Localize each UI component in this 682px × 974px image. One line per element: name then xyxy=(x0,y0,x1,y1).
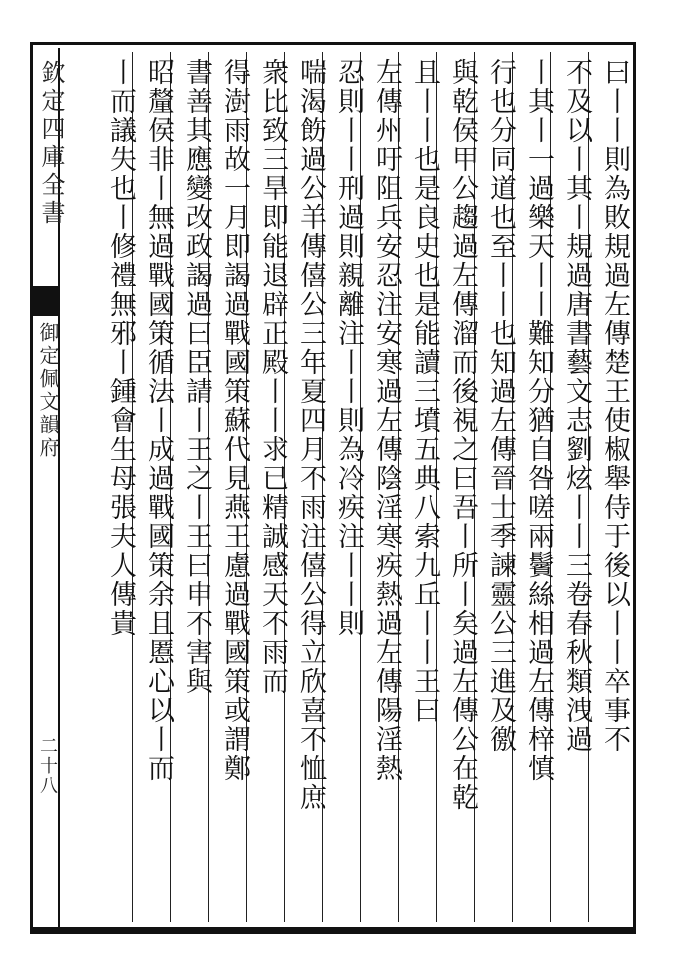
text-column-8: 忍則丨丨刑過則親離注丨丨則為冷疾注丨丨則 xyxy=(333,58,364,638)
text-column-5: 與乾侯甲公趨過左傳溜而後視之曰吾丨所丨矣過左傳公在乾 xyxy=(447,58,478,812)
section-title: 御定佩文韻府 xyxy=(36,322,60,460)
text-column-12: 書善其應變改政謁過曰臣請丨王之丨王曰申不害與 xyxy=(181,58,212,696)
fish-tail-mark xyxy=(30,286,60,316)
text-column-6: 且丨丨也是良史也是能讀三墳五典八索九丘丨丨王曰 xyxy=(409,58,440,725)
text-column-2: 不及以丨其丨規過唐書藝文志劉炫丨丨三卷春秋類洩過 xyxy=(561,58,592,754)
text-column-1: 曰丨丨則為敗規過左傳楚王使椒舉侍于後以丨丨卒事不 xyxy=(599,58,630,754)
text-column-13: 昭釐侯非丨無過戰國策循法丨成過戰國策余且慝心以丨而 xyxy=(143,58,174,783)
text-column-4: 行也分同道也至丨丨也知過左傳晉士季諫靈公三進及徼 xyxy=(485,58,516,754)
text-column-10: 衆比致三旱即能退辟正殿丨丨求已精誠感天不雨而 xyxy=(257,58,288,696)
bottom-rule xyxy=(30,930,636,934)
text-column-7: 左傳州吁阻兵安忍注安寒過左傳陰淫寒疾熱過左傳陽淫熱 xyxy=(371,58,402,783)
text-column-9: 喘渴飭過公羊傳僖公三年夏四月不雨注僖公得立欣喜不恤庶 xyxy=(295,58,326,812)
page-number: 二十八 xyxy=(37,736,58,796)
text-column-14: 丨而議失也丨修禮無邪丨鍾會生母張夫人傳貴 xyxy=(105,58,136,638)
text-column-11: 得澍雨故一月即謁過戰國策蘇代見燕王慮過戰國策或謂鄭 xyxy=(219,58,250,783)
book-title: 欽定四庫全書 xyxy=(37,60,65,228)
text-column-3: 丨其丨一過樂天丨丨難知分猶自咎嗟兩鬢絲相過左傳梓慎 xyxy=(523,58,554,783)
